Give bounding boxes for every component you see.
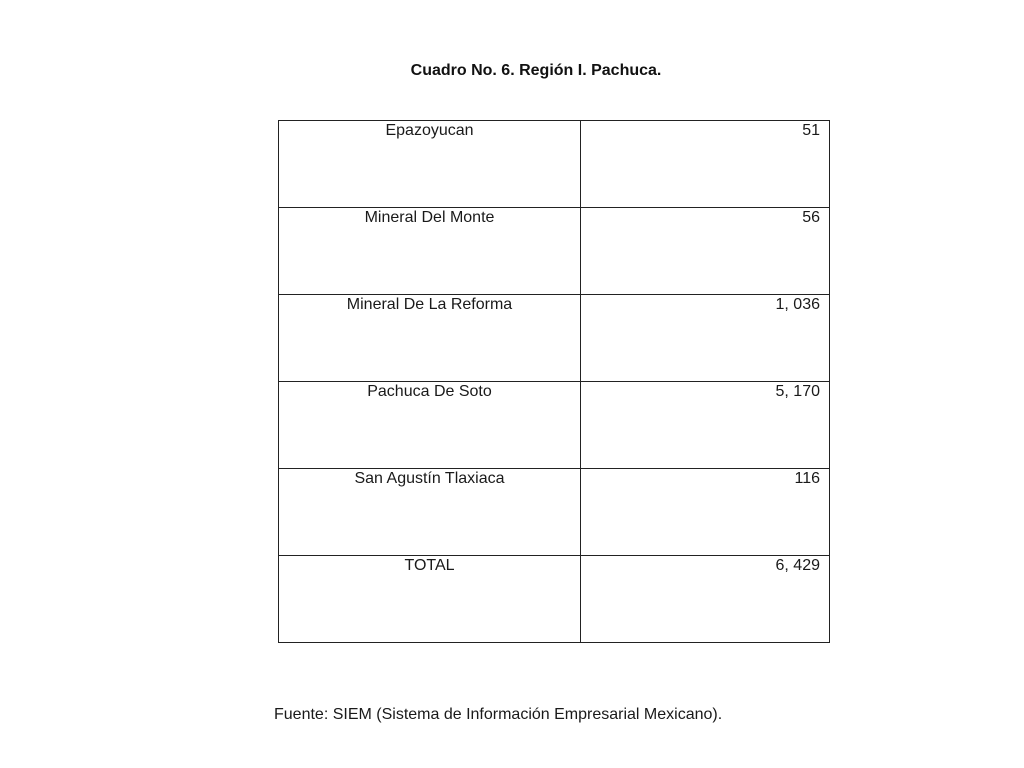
total-label: TOTAL	[404, 557, 455, 574]
value-cell	[581, 382, 830, 469]
value-cell	[581, 469, 830, 556]
table-row	[279, 208, 830, 295]
municipality-name: Epazoyucan	[385, 122, 474, 139]
table-row	[279, 295, 830, 382]
table-title: Cuadro No. 6. Región I. Pachuca.	[410, 62, 662, 79]
table-row-total	[279, 556, 830, 643]
municipality-value: 51	[802, 122, 820, 139]
table-row	[279, 382, 830, 469]
municipality-value: 56	[802, 209, 820, 226]
table-row	[279, 469, 830, 556]
data-table	[278, 120, 830, 643]
municipality-value: 5, 170	[775, 383, 820, 400]
municipality-cell	[279, 295, 581, 382]
municipality-value: 116	[794, 470, 820, 487]
municipality-cell	[279, 382, 581, 469]
value-cell	[581, 121, 830, 208]
source-note: Fuente: SIEM (Sistema de Información Empresarial Mexicano).	[274, 706, 723, 723]
municipality-cell	[279, 121, 581, 208]
municipality-cell	[279, 469, 581, 556]
municipality-name: Mineral Del Monte	[364, 209, 495, 226]
total-value-cell	[581, 556, 830, 643]
municipality-cell	[279, 208, 581, 295]
municipality-value: 1, 036	[775, 296, 820, 313]
total-label-cell	[279, 556, 581, 643]
total-value: 6, 429	[775, 557, 820, 574]
table-row	[279, 121, 830, 208]
municipality-name: Mineral De La Reforma	[346, 296, 513, 313]
value-cell	[581, 295, 830, 382]
municipality-name: San Agustín Tlaxiaca	[354, 470, 505, 487]
value-cell	[581, 208, 830, 295]
municipality-name: Pachuca De Soto	[367, 383, 492, 400]
